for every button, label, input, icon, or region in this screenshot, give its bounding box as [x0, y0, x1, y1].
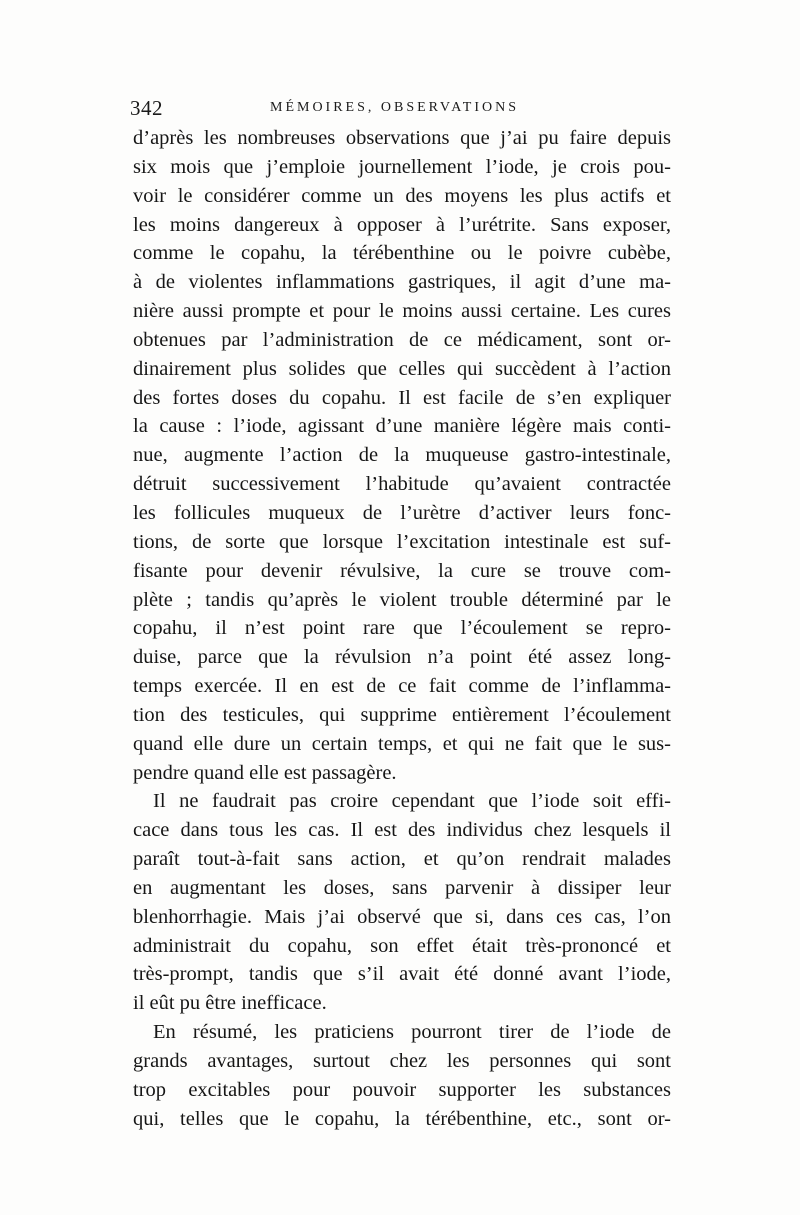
text-line: temps exercée. Il en est de ce fait comme de l’inflamma-: [133, 675, 671, 698]
text-line: en augmentant les doses, sans parvenir à dissiper leur: [133, 876, 671, 899]
text-line: comme le copahu, la térébenthine ou le poivre cubèbe,: [133, 242, 671, 265]
page-number: 342: [130, 96, 163, 120]
text-line: grands avantages, surtout chez les personnes qui sont: [133, 1050, 671, 1072]
text-line: la cause : l’iode, agissant d’une manière légère mais conti-: [133, 415, 671, 438]
text-line: fisante pour devenir révulsive, la cure se trouve com-: [133, 559, 671, 582]
text-line: tions, de sorte que lorsque l’excitation intestinale est suf-: [133, 530, 671, 553]
text-line: six mois que j’emploie journellement l’iode, je crois pou-: [133, 155, 671, 178]
paragraph-end-line: pendre quand elle est passagère.: [133, 761, 397, 784]
text-line: d’après les nombreuses observations que j’ai pu faire depuis: [133, 127, 671, 149]
text-line: tion des testicules, qui supprime entièrement l’écoulement: [133, 703, 671, 726]
text-line: duise, parce que la révulsion n’a point été assez long-: [133, 646, 671, 669]
text-line: trop excitables pour pouvoir supporter les substances: [133, 1078, 671, 1101]
text-line: blenhorrhagie. Mais j’ai observé que si, dans ces cas, l’on: [133, 905, 671, 928]
body-text: [133, 124, 671, 1134]
text-line: des fortes doses du copahu. Il est facile de s’en expliquer: [133, 386, 671, 409]
text-line: les follicules muqueux de l’urètre d’activer leurs fonc-: [133, 501, 671, 524]
text-line: paraît tout-à-fait sans action, et qu’on rendrait malades: [133, 848, 671, 871]
text-line: voir le considérer comme un des moyens les plus actifs et: [133, 184, 671, 207]
text-line: nière aussi prompte et pour le moins aussi certaine. Les cures: [133, 300, 671, 323]
paragraph-start-line: En résumé, les praticiens pourront tirer de l’iode de: [153, 1021, 671, 1044]
text-line: cace dans tous les cas. Il est des individus chez lesquels il: [133, 819, 671, 842]
paragraph-start-line: Il ne faudrait pas croire cependant que l’iode soit effi-: [153, 790, 671, 813]
text-line: copahu, il n’est point rare que l’écoulement se repro-: [133, 617, 671, 640]
text-line: nue, augmente l’action de la muqueuse gastro-intestinale,: [133, 444, 671, 467]
text-line: obtenues par l’administration de ce médicament, sont or-: [133, 328, 671, 351]
text-line: plète ; tandis qu’après le violent trouble déterminé par le: [133, 588, 671, 611]
text-line: dinairement plus solides que celles qui succèdent à l’action: [133, 357, 671, 380]
text-line: les moins dangereux à opposer à l’urétrite. Sans exposer,: [133, 213, 671, 236]
text-line: détruit successivement l’habitude qu’avaient contractée: [133, 473, 671, 496]
running-head: MÉMOIRES, OBSERVATIONS: [270, 100, 519, 115]
text-line: administrait du copahu, son effet était très-prononcé et: [133, 934, 671, 957]
text-line: quand elle dure un certain temps, et qui ne fait que le sus-: [133, 732, 671, 755]
text-line: très-prompt, tandis que s’il avait été donné avant l’iode,: [133, 963, 671, 986]
text-line: qui, telles que le copahu, la térébenthine, etc., sont or-: [133, 1107, 671, 1130]
text-line: à de violentes inflammations gastriques, il agit d’une ma-: [133, 271, 671, 294]
page-header: [130, 96, 670, 126]
paragraph-end-line: il eût pu être inefficace.: [133, 992, 327, 1015]
